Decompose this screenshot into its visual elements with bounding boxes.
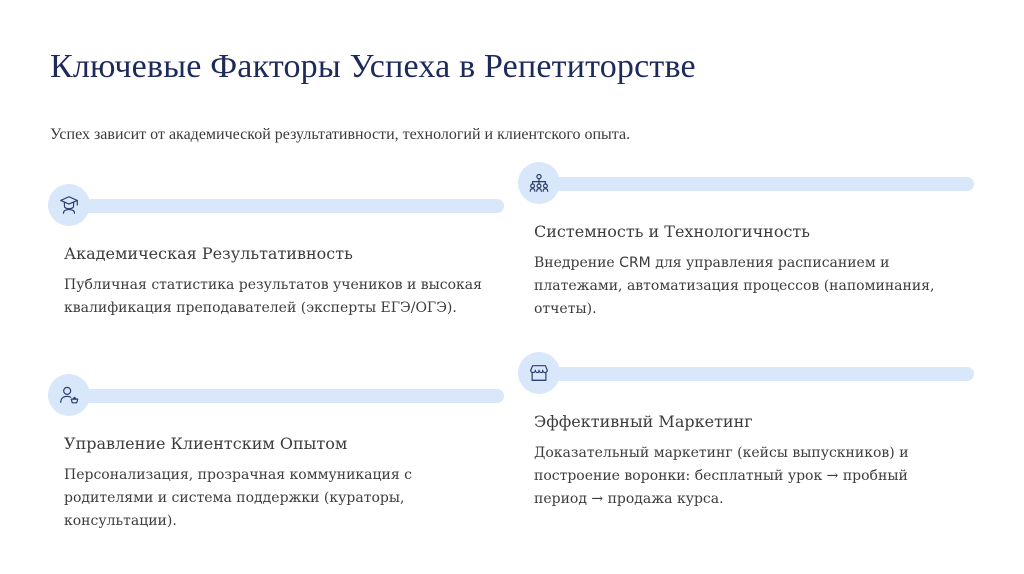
page-title: Ключевые Факторы Успеха в Репетиторстве	[50, 48, 696, 85]
card-description: Публичная статистика результатов учеников и высокая квалификация преподавателей (эксперты ЕГЭ/ОГЭ).	[64, 277, 482, 316]
card-accent-bar	[518, 177, 974, 191]
card-icon-badge	[518, 352, 560, 394]
card-accent-bar	[48, 389, 504, 403]
card-client-experience	[48, 374, 508, 534]
card-description-part: Внедрение	[534, 255, 620, 271]
card-icon-badge	[48, 184, 90, 226]
crm-term: CRM	[619, 255, 651, 271]
card-effective-marketing	[518, 352, 978, 512]
card-description: Персонализация, прозрачная коммуникация с родителями и система поддержки (кураторы, консультации).	[64, 467, 412, 529]
card-description-part: для управления расписанием и платежами, автоматизация процессов (напоминания, отчеты).	[534, 255, 935, 317]
page-subtitle: Успех зависит от академической результативности, технологий и клиентского опыта.	[50, 126, 631, 143]
hierarchy-icon	[528, 172, 550, 194]
card-icon-badge	[48, 374, 90, 416]
card-description	[534, 252, 964, 321]
card-heading: Эффективный Маркетинг	[534, 412, 753, 431]
card-accent-bar	[48, 199, 504, 213]
client-support-icon	[58, 384, 80, 406]
card-accent-bar	[518, 367, 974, 381]
card-heading: Академическая Результативность	[64, 244, 353, 263]
card-heading: Системность и Технологичность	[534, 222, 810, 241]
graduate-icon	[58, 194, 80, 216]
card-description: Доказательный маркетинг (кейсы выпускников) и построение воронки: бесплатный урок → пробный период → продажа курса.	[534, 445, 909, 507]
card-icon-badge	[518, 162, 560, 204]
card-academic-results	[48, 184, 508, 334]
storefront-icon	[528, 362, 550, 384]
card-systems-technology	[518, 162, 978, 322]
card-heading: Управление Клиентским Опытом	[64, 434, 348, 453]
